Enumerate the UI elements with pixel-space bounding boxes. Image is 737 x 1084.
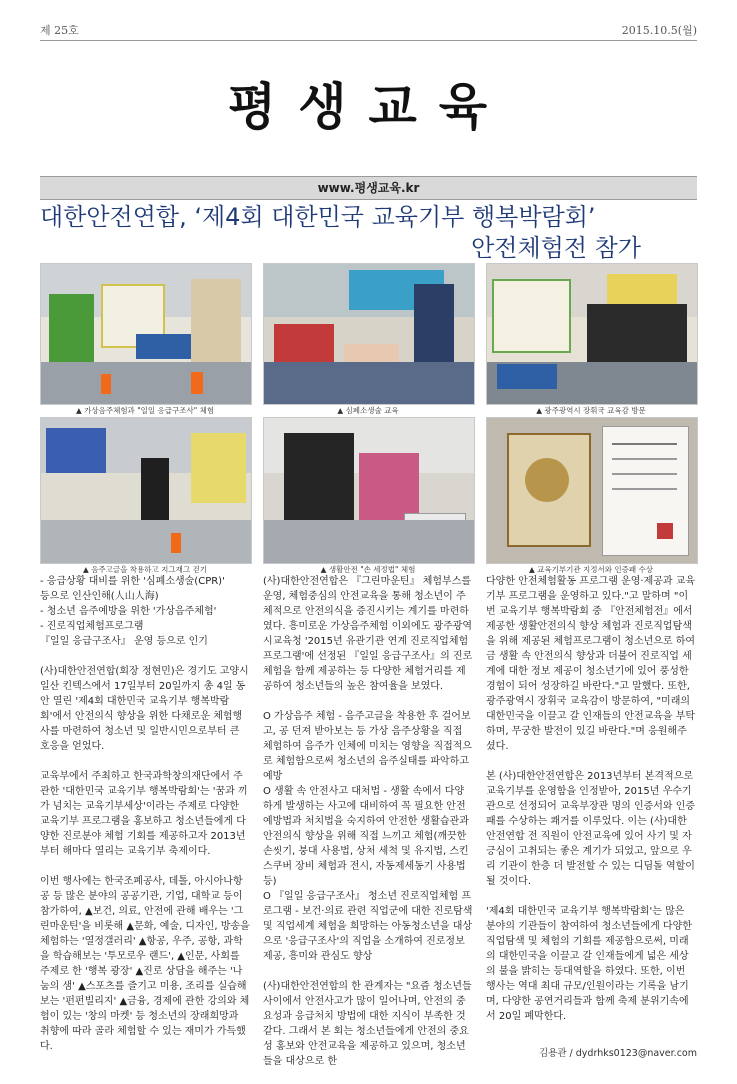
masthead-title: 평생교육 [227, 77, 510, 136]
list-item: - 응급상황 대비를 위한 '심폐소생술(CPR)' [40, 576, 225, 587]
photo-caption-6: ▲ 교육기부기관 지정서와 인증패 수상 [529, 565, 653, 574]
article-paragraph: '제4회 대한민국 교육기부 행복박람회'는 많은 분야의 기관들이 참여하여 청소년들에게 다양한 직업탐색 및 체험의 기회를 제공함으로써, 미래의 대한민국을 이끌고 갈 인재들에게 넓은 세상의 불을 밝히는 등대역할을 하였다. 또한, 이번 행사는 역대 최대 규모/인원이라는 기록을 남기며, 다양한 공연거리들과 함께 축제 분위기속에서 20일 폐막한다. [486, 906, 692, 1022]
headline-line-1: 대한안전연합, ‘제4회 대한민국 교육기부 행복박람회’ [40, 203, 596, 231]
article-column-2 [263, 574, 473, 1084]
photo-cpr-education [263, 263, 475, 405]
photo-zigzag-walk [40, 417, 252, 564]
article-paragraph: (사)대한안전연합은 『그린마운틴』 체험부스를 운영, 체험중심의 안전교육을 통해 청소년이 주체적으로 안전의식을 증진시키는 계기를 마련하였다. 흥미로운 가상음주체험 이외에도 광주광역시교육청 '2015년 유관기관 연계 진로직업체험프로그램'에 선정된 『일일 응급구조사』의 진로체험을 함께 제공하는 등 다양한 체험거리를 제공하여 청소년들의 높은 참여율을 보였다. [263, 576, 473, 692]
article-paragraph: (사)대한안전연합(회장 정현민)은 경기도 고양시 일산 킨텍스에서 17일부터 20일까지 총 4일 동안 열린 '제4회 대한민국 교육기부 행복박람회'에서 안전의식 향상을 위한 다채로운 체험행사를 마련하여 청소년 및 일반시민으로부터 큰 호응을 얻었다. [40, 666, 249, 752]
photo-drunk-goggle-booth [40, 263, 252, 405]
photo-caption-2: ▲ 심폐소생술 교육 [337, 406, 399, 415]
issue-date: 2015.10.5(월) [621, 24, 697, 37]
issue-number: 제 25호 [40, 24, 79, 37]
list-item: - 진로직업체험프로그램 [40, 621, 144, 632]
article-paragraph: 다양한 안전체험활동 프로그램 운영·제공과 교육기부 프로그램을 운영하고 있다."고 말하며 "이번 교육기부 행복박람회 중 『안전체험전』에서 제공한 생활안전의식 향상 체험과 진로직업탐색을 위해 제공된 체험프로그램이 청소년으로 하여금 생활 속 안전의식 향상과 더불어 진로직업 세계에 대한 정보 제공이 청소년기에 있어 풍성한 경험이 되어 성장하길 바란다."고 말했다. 또한, 광주광역시 장휘국 교육감이 방문하여, "미래의 대한민국을 이끌고 갈 인재들의 안전교육을 부탁하며, 무궁한 발전이 있길 바란다."며 응원해주셨다. [486, 576, 696, 752]
highlight-list [40, 574, 250, 649]
byline[interactable]: 김용관 / dydrhks0123@naver.com [539, 1048, 697, 1059]
article-paragraph: O 생활 속 안전사고 대처법 - 생활 속에서 다양하게 발생하는 사고에 대비하여 꼭 필요한 안전예방법과 처치법을 숙지하여 안전한 생활습관과 안전의식 향상을 위해 직접 느끼고 체험(깨끗한 손씻기, 붕대 사용법, 상처 세척 및 유지법, 스킨스쿠버 장비 체험과 전시, 자동제세동기 사용법 등) [263, 786, 469, 887]
article-paragraph: 본 (사)대한안전연합은 2013년부터 본격적으로 교육기부를 운영함을 인정받아, 2015년 우수기관으로 선정되어 교육부장관 명의 인증서와 인증패를 수상하는 쾌거를 이루었다. 이는 (사)대한안전연합 전 직원이 안전교육에 있어 사기 및 자긍심이 고취되는 좋은 계기가 되었고, 앞으로 우리 기관이 한층 더 발전할 수 있는 디딤돌 역할이 될 것이다. [486, 771, 696, 887]
list-item: 등으로 인산인해(人山人海) [40, 591, 159, 602]
url-bar [40, 176, 697, 200]
site-url[interactable]: www.평생교육.kr [317, 181, 420, 195]
article-paragraph: 이번 행사에는 한국조폐공사, 데톨, 아시아나항공 등 많은 분야의 공공기관, 기업, 대학교 등이 참가하여, ▲보건, 의료, 안전에 관해 배우는 '그린마운틴'을 비롯해 ▲문화, 예술, 디자인, 방송을 체험하는 '열정갤러리' ▲항공, 우주, 공항, 과학을 학습해보는 '투모로우 랜드', ▲인문, 사회를 주제로 한 '행복 광장' ▲진로 상담을 해주는 '나눔의 샘' ▲스포츠를 즐기고 미용, 조리를 실습해보는 '펀펀빌리지' ▲금융, 경제에 관한 강의와 체험이 있는 '창의 마켓' 등 청소년의 장래희망과 취향에 따라 골라 체험할 수 있는 재미가 가득했다. [40, 876, 250, 1052]
top-rule [40, 40, 697, 41]
photo-caption-5: ▲ 생활안전 "손 세정법" 체험 [320, 565, 416, 574]
article-column-1 [40, 574, 250, 1069]
article-paragraph: 교육부에서 주최하고 한국과학창의재단에서 주관한 '대한민국 교육기부 행복박람회'는 '꿈과 끼가 넘치는 교육기부세상'이라는 주제로 다양한 교육기부 프로그램을 홍보하고 청소년들에게 다양한 진로분야 체험 기회를 제공하고자 2013년부터 해마다 열리는 교육기부 축제이다. [40, 771, 248, 857]
photo-superintendent-visit [486, 263, 698, 405]
photo-caption-1: ▲ 가상음주체험과 "일일 응급구조사" 체험 [75, 406, 215, 415]
article-column-3 [486, 574, 696, 1039]
photo-certificate-plaque [486, 417, 698, 564]
photo-hand-wash [263, 417, 475, 564]
headline-line-2: 안전체험전 참가 [471, 234, 641, 262]
photo-caption-3: ▲ 광주광역시 장휘국 교육감 방문 [536, 406, 646, 415]
article-paragraph: O 가상음주 체험 - 음주고글을 착용한 후 걸어보고, 공 던져 받아보는 등 가상 음주상황을 직접 체험하여 음주가 인체에 미치는 영향을 직접적으로 체험함으로써 청소년의 음주실태를 파악하고 예방 [263, 711, 473, 782]
article-paragraph: (사)대한안전연합의 한 관계자는 "요즘 청소년들 사이에서 안전사고가 많이 일어나며, 안전의 중요성과 응급처치 방법에 대한 지식이 부족한 것 같다. 그래서 본 회는 청소년들에게 안전의 중요성 홍보와 안전교육을 제공하고 있으며, 청소년들을 대상으로 한 [263, 981, 472, 1067]
article-paragraph: O 『일일 응급구조사』 청소년 진로직업체험 프로그램 - 보건·의료 관련 직업군에 대한 진로탐색 및 직업세계 체험을 희망하는 아동청소년을 대상으로 '응급구조사'의 직업을 소개하여 진로정보 제공, 흥미와 관심도 향상 [263, 891, 473, 962]
list-item: 『일일 응급구조사』 운영 등으로 인기 [40, 636, 208, 647]
photo-caption-4: ▲ 음주고글을 착용하고 지그재그 걷기 [83, 565, 207, 574]
list-item: - 청소년 음주예방을 위한 '가상음주체험' [40, 606, 217, 617]
